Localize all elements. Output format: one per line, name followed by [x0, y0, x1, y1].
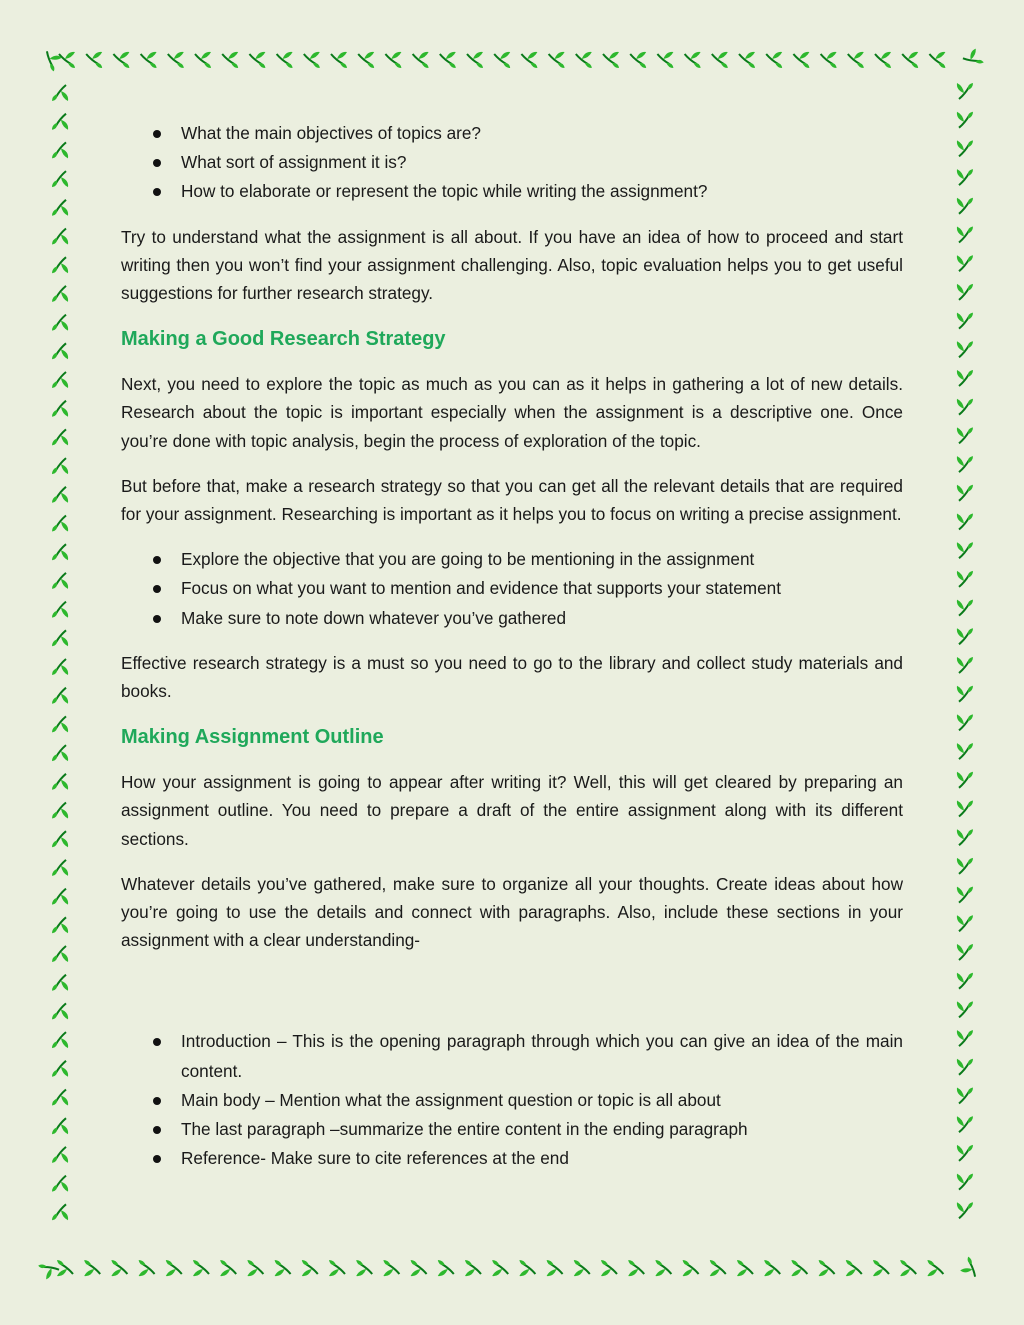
paragraph: How your assignment is going to appear after writing it? Well, this will get cleared by preparing an assignment outline. You need to prepare a draft of the entire assignment along with its different sections. — [121, 772, 903, 849]
bullet-icon — [153, 130, 161, 138]
list-item: What sort of assignment it is? — [121, 148, 903, 177]
leaf-sprig-icon — [929, 52, 945, 68]
section-heading-research-strategy: Making a Good Research Strategy — [121, 328, 446, 351]
leaf-sprig-icon — [957, 112, 973, 128]
leaf-sprig-icon — [52, 1147, 68, 1163]
paragraph: Whatever details you’ve gathered, make sure to organize all your thoughts. Create ideas about how you’re going to use the details and connect with paragraphs. Also, include these sections in your assignment with a clear understanding- — [121, 873, 903, 951]
leaf-sprig-icon — [465, 1260, 481, 1276]
leaf-sprig-icon — [957, 1116, 973, 1132]
leaf-sprig-icon — [52, 1118, 68, 1134]
leaf-sprig-icon — [249, 52, 265, 68]
leaf-sprig-icon — [957, 514, 973, 530]
leaf-sprig-icon — [519, 1260, 535, 1276]
leaf-sprig-icon — [655, 1260, 671, 1276]
leaf-sprig-icon — [957, 628, 973, 644]
leaf-sprig-icon — [52, 889, 68, 905]
bullet-icon — [153, 615, 161, 623]
leaf-sprig-icon — [52, 458, 68, 474]
research-list — [121, 545, 903, 633]
leaf-sprig-icon — [52, 372, 68, 388]
leaf-sprig-icon — [957, 1202, 973, 1218]
leaf-sprig-icon — [957, 83, 973, 99]
leaf-sprig-icon — [957, 227, 973, 243]
leaf-sprig-icon — [957, 887, 973, 903]
leaf-sprig-icon — [358, 52, 374, 68]
leaf-sprig-icon — [957, 743, 973, 759]
leaf-sprig-icon — [52, 688, 68, 704]
leaf-sprig-icon — [902, 52, 918, 68]
leaf-sprig-icon — [356, 1260, 372, 1276]
leaf-sprig-icon — [40, 49, 62, 71]
paragraph: Try to understand what the assignment is all about. If you have an idea of how to proceed and start writing then you won’t find your assignment challenging. Also, topic evaluation helps you to get useful suggestions for further research strategy. — [121, 226, 903, 304]
leaf-sprig-icon — [52, 745, 68, 761]
leaf-sprig-icon — [59, 52, 75, 68]
leaf-sprig-icon — [52, 516, 68, 532]
leaf-sprig-icon — [52, 1176, 68, 1192]
leaf-sprig-icon — [957, 399, 973, 415]
leaf-sprig-icon — [957, 600, 973, 616]
leaf-sprig-icon — [52, 429, 68, 445]
leaf-sprig-icon — [52, 315, 68, 331]
leaf-sprig-icon — [628, 1260, 644, 1276]
objectives-list — [121, 119, 903, 207]
leaf-sprig-icon — [492, 1260, 508, 1276]
leaf-sprig-icon — [52, 343, 68, 359]
leaf-sprig-icon — [52, 114, 68, 130]
leaf-sprig-icon — [957, 341, 973, 357]
leaf-sprig-icon — [52, 286, 68, 302]
leaf-sprig-icon — [603, 52, 619, 68]
leaf-sprig-icon — [957, 829, 973, 845]
leaf-sprig-icon — [52, 1090, 68, 1106]
leaf-sprig-icon — [222, 52, 238, 68]
leaf-sprig-icon — [957, 255, 973, 271]
leaf-sprig-icon — [52, 85, 68, 101]
leaf-sprig-icon — [52, 257, 68, 273]
list-item: Reference- Make sure to cite references at the end — [121, 1144, 903, 1173]
leaf-sprig-icon — [220, 1260, 236, 1276]
leaf-sprig-icon — [52, 142, 68, 158]
leaf-sprig-icon — [411, 1260, 427, 1276]
leaf-sprig-icon — [195, 52, 211, 68]
leaf-sprig-icon — [52, 831, 68, 847]
leaf-sprig-icon — [957, 915, 973, 931]
leaf-sprig-icon — [957, 456, 973, 472]
leaf-sprig-icon — [383, 1260, 399, 1276]
leaf-sprig-icon — [84, 1260, 100, 1276]
leaf-sprig-icon — [957, 657, 973, 673]
leaf-sprig-icon — [521, 52, 537, 68]
leaf-sprig-icon — [957, 313, 973, 329]
leaf-sprig-icon — [685, 52, 701, 68]
leaf-sprig-icon — [957, 944, 973, 960]
leaf-sprig-icon — [52, 630, 68, 646]
leaf-sprig-icon — [927, 1260, 943, 1276]
leaf-sprig-icon — [960, 1257, 982, 1279]
leaf-sprig-icon — [957, 169, 973, 185]
leaf-sprig-icon — [52, 200, 68, 216]
leaf-sprig-icon — [52, 602, 68, 618]
list-item: Introduction – This is the opening paragraph through which you can give an idea of the main content. — [121, 1027, 903, 1085]
leaf-sprig-icon — [821, 52, 837, 68]
leaf-sprig-icon — [549, 52, 565, 68]
leaf-sprig-icon — [848, 52, 864, 68]
bullet-icon — [153, 556, 161, 564]
leaf-sprig-icon — [52, 917, 68, 933]
leaf-sprig-icon — [957, 370, 973, 386]
list-item: Main body – Mention what the assignment question or topic is all about — [121, 1086, 903, 1115]
leaf-sprig-icon — [574, 1260, 590, 1276]
leaf-sprig-icon — [739, 52, 755, 68]
list-item: Explore the objective that you are going to be mentioning in the assignment — [121, 545, 903, 574]
leaf-sprig-icon — [957, 1059, 973, 1075]
leaf-sprig-icon — [957, 858, 973, 874]
leaf-sprig-icon — [766, 52, 782, 68]
leaf-sprig-icon — [52, 803, 68, 819]
leaf-sprig-icon — [793, 52, 809, 68]
leaf-sprig-icon — [547, 1260, 563, 1276]
leaf-sprig-icon — [873, 1260, 889, 1276]
leaf-sprig-icon — [957, 772, 973, 788]
leaf-sprig-icon — [302, 1260, 318, 1276]
bullet-icon — [153, 188, 161, 196]
leaf-sprig-icon — [630, 52, 646, 68]
leaf-sprig-icon — [957, 542, 973, 558]
bullet-icon — [153, 1126, 161, 1134]
leaf-sprig-icon — [791, 1260, 807, 1276]
leaf-sprig-icon — [413, 52, 429, 68]
leaf-sprig-icon — [683, 1260, 699, 1276]
leaf-sprig-icon — [52, 716, 68, 732]
leaf-sprig-icon — [467, 52, 483, 68]
leaf-sprig-icon — [819, 1260, 835, 1276]
list-item: Make sure to note down whatever you’ve gathered — [121, 604, 903, 633]
leaf-sprig-icon — [166, 1260, 182, 1276]
list-item: The last paragraph –summarize the entire content in the ending paragraph — [121, 1115, 903, 1144]
leaf-sprig-icon — [764, 1260, 780, 1276]
leaf-sprig-icon — [494, 52, 510, 68]
leaf-sprig-icon — [957, 284, 973, 300]
leaf-sprig-icon — [710, 1260, 726, 1276]
leaf-sprig-icon — [52, 544, 68, 560]
leaf-sprig-icon — [52, 946, 68, 962]
document-body — [121, 119, 903, 1189]
leaf-sprig-icon — [52, 573, 68, 589]
paragraph: But before that, make a research strategy so that you can get all the relevant details that are required for your assignment. Researching is important as it helps you to focus on writing a precise assignment. — [121, 475, 903, 525]
leaf-sprig-icon — [576, 52, 592, 68]
leaf-sprig-icon — [846, 1260, 862, 1276]
leaf-sprig-icon — [139, 1260, 155, 1276]
section-heading-outline: Making Assignment Outline — [121, 726, 384, 749]
leaf-sprig-icon — [52, 1032, 68, 1048]
leaf-sprig-icon — [385, 52, 401, 68]
outline-sections-list — [121, 1027, 903, 1173]
paragraph: Next, you need to explore the topic as much as you can as it helps in gathering a lot of new details. Research about the topic is important especially when the assignment is a descriptive one. Once you’re done with topic analysis, begin the process of exploration of the topic. — [121, 374, 903, 451]
leaf-sprig-icon — [957, 801, 973, 817]
bullet-icon — [153, 1038, 161, 1046]
leaf-sprig-icon — [331, 52, 347, 68]
leaf-sprig-icon — [52, 1003, 68, 1019]
leaf-sprig-icon — [38, 1258, 60, 1280]
leaf-sprig-icon — [275, 1260, 291, 1276]
leaf-sprig-icon — [957, 198, 973, 214]
leaf-sprig-icon — [601, 1260, 617, 1276]
paragraph: Effective research strategy is a must so you need to go to the library and collect study materials and books. — [121, 652, 903, 702]
leaf-sprig-icon — [247, 1260, 263, 1276]
bullet-icon — [153, 585, 161, 593]
list-item: Focus on what you want to mention and evidence that supports your statement — [121, 574, 903, 603]
leaf-sprig-icon — [52, 171, 68, 187]
leaf-sprig-icon — [957, 1088, 973, 1104]
leaf-sprig-icon — [957, 1145, 973, 1161]
leaf-sprig-icon — [957, 1001, 973, 1017]
leaf-sprig-icon — [52, 487, 68, 503]
leaf-sprig-icon — [957, 714, 973, 730]
leaf-sprig-icon — [657, 52, 673, 68]
leaf-sprig-icon — [52, 659, 68, 675]
leaf-sprig-icon — [52, 401, 68, 417]
spacer — [121, 971, 903, 1027]
leaf-sprig-icon — [111, 1260, 127, 1276]
leaf-sprig-icon — [737, 1260, 753, 1276]
leaf-sprig-icon — [86, 52, 102, 68]
leaf-sprig-icon — [957, 571, 973, 587]
leaf-sprig-icon — [113, 52, 129, 68]
leaf-sprig-icon — [957, 485, 973, 501]
leaf-sprig-icon — [957, 973, 973, 989]
leaf-sprig-icon — [52, 1204, 68, 1220]
leaf-sprig-icon — [193, 1260, 209, 1276]
bullet-icon — [153, 1097, 161, 1105]
leaf-sprig-icon — [52, 860, 68, 876]
leaf-sprig-icon — [277, 52, 293, 68]
leaf-sprig-icon — [329, 1260, 345, 1276]
leaf-sprig-icon — [168, 52, 184, 68]
leaf-sprig-icon — [957, 427, 973, 443]
leaf-sprig-icon — [141, 52, 157, 68]
leaf-sprig-icon — [957, 140, 973, 156]
leaf-sprig-icon — [712, 52, 728, 68]
leaf-sprig-icon — [52, 774, 68, 790]
leaf-sprig-icon — [875, 52, 891, 68]
leaf-sprig-icon — [957, 1030, 973, 1046]
list-item: What the main objectives of topics are? — [121, 119, 903, 148]
bullet-icon — [153, 1155, 161, 1163]
leaf-sprig-icon — [52, 229, 68, 245]
bullet-icon — [153, 159, 161, 167]
leaf-sprig-icon — [957, 1174, 973, 1190]
leaf-sprig-icon — [900, 1260, 916, 1276]
leaf-sprig-icon — [962, 48, 984, 70]
leaf-sprig-icon — [438, 1260, 454, 1276]
leaf-sprig-icon — [52, 975, 68, 991]
leaf-sprig-icon — [57, 1260, 73, 1276]
leaf-sprig-icon — [957, 686, 973, 702]
leaf-sprig-icon — [304, 52, 320, 68]
list-item: How to elaborate or represent the topic while writing the assignment? — [121, 177, 903, 206]
leaf-sprig-icon — [52, 1061, 68, 1077]
leaf-sprig-icon — [440, 52, 456, 68]
